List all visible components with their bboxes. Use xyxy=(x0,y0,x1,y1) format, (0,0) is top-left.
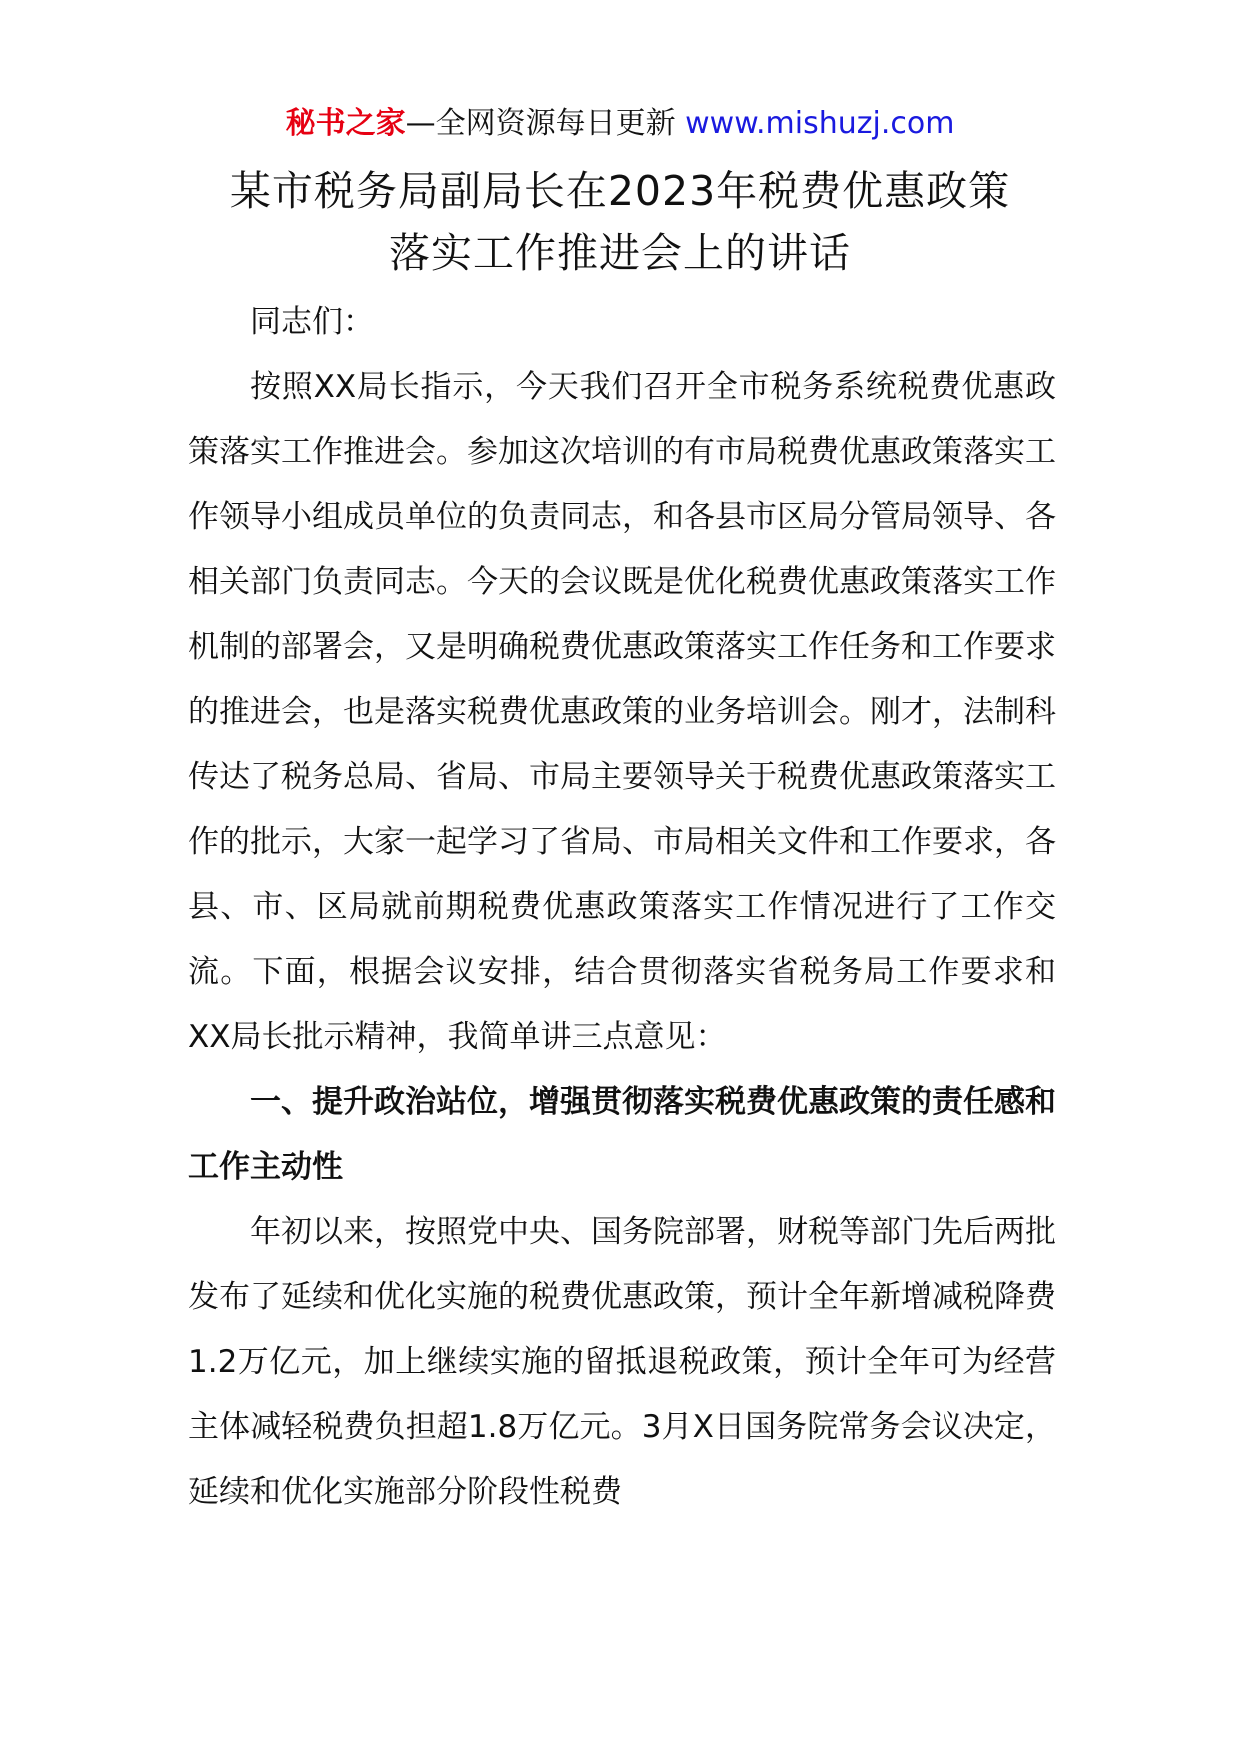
title-line-2: 落实工作推进会上的讲话 xyxy=(389,229,851,277)
paragraph-1: 按照XX局长指示，今天我们召开全市税务系统税费优惠政策落实工作推进会。参加这次培训的有市局税费优惠政策落实工作领导小组成员单位的负责同志，和各县市区局分管局领导、各相关部门负责同志。今天的会议既是优化税费优惠政策落实工作机制的部署会，又是明确税费优惠政策落实工作任务和工作要求的推进会，也是落实税费优惠政策的业务培训会。刚才，法制科传达了税务总局、省局、市局主要领导关于税费优惠政策落实工作的批示，大家一起学习了省局、市局相关文件和工作要求，各县、市、区局就前期税费优惠政策落实工作情况进行了工作交流。下面，根据会议安排，结合贯彻落实省税务局工作要求和XX局长批示精神，我简单讲三点意见： xyxy=(188,369,1056,1055)
section-1-heading: 一、提升政治站位，增强贯彻落实税费优惠政策的责任感和工作主动性 xyxy=(188,1084,1056,1185)
site-url[interactable]: www.mishuzj.com xyxy=(685,106,955,141)
title-line-1: 某市税务局副局长在2023年税费优惠政策 xyxy=(229,167,1011,215)
paragraph-2: 年初以来，按照党中央、国务院部署，财税等部门先后两批发布了延续和优化实施的税费优惠政策，预计全年新增减税降费1.2万亿元，加上继续实施的留抵退税政策，预计全年可为经营主体减轻税费负担超1.8万亿元。3月X日国务院常务会议决定，延续和优化实施部分阶段性税费 xyxy=(188,1214,1056,1510)
greeting: 同志们： xyxy=(250,304,374,340)
site-header xyxy=(0,98,1240,150)
site-brand: 秘书之家 xyxy=(285,106,406,141)
document-body xyxy=(188,290,1056,1525)
site-slogan: —全网资源每日更新 xyxy=(405,106,676,141)
document-title xyxy=(150,160,1090,284)
